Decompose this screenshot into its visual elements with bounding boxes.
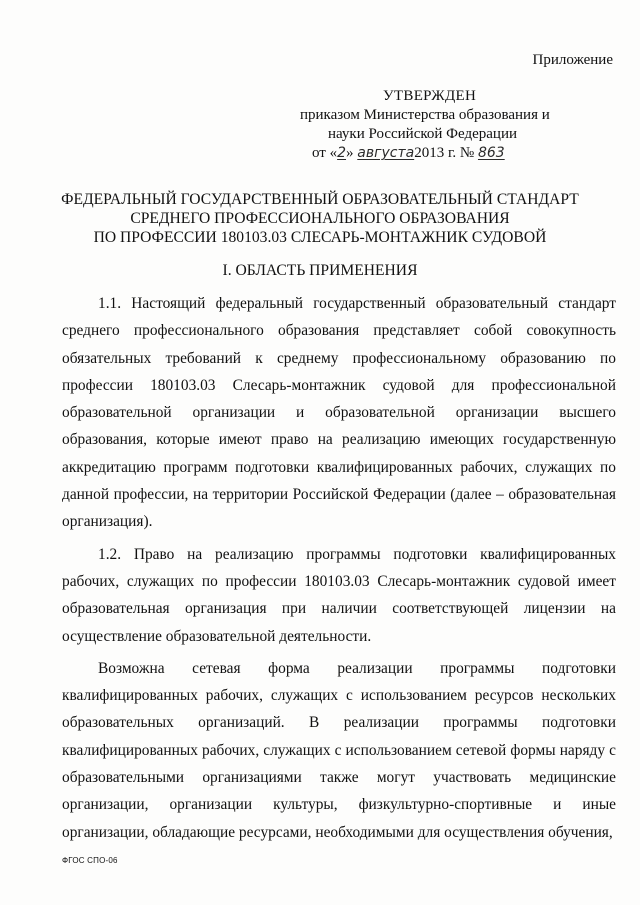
order-line-2: науки Российской Федерации — [328, 126, 518, 142]
footer-code: ФГОС СПО-06 — [62, 856, 118, 865]
paragraph-1-2: 1.2. Право на реализацию программы подготовки квалифицированных рабочих, служащих по профессии 180103.03 Слесарь-монтажник судовой имеет образовательная организация при наличии соответствующей лицензии на осуществление образовательной деятельности. — [62, 545, 616, 645]
approval-block — [300, 87, 600, 163]
order-line-1: приказом Министерства образования и — [300, 107, 550, 123]
title-line-1: ФЕДЕРАЛЬНЫЙ ГОСУДАРСТВЕННЫЙ ОБРАЗОВАТЕЛЬНЫЙ СТАНДАРТ — [61, 191, 579, 208]
document-title — [30, 190, 610, 247]
date-day-handwritten: 2 — [337, 145, 347, 161]
order-date-line — [300, 144, 600, 163]
section-heading: I. ОБЛАСТЬ ПРИМЕНЕНИЯ — [222, 262, 418, 279]
appendix-label: Приложение — [532, 52, 613, 68]
body-text — [62, 290, 616, 851]
title-line-3: ПО ПРОФЕССИИ 180103.03 СЛЕСАРЬ-МОНТАЖНИК СУДОВОЙ — [93, 229, 547, 246]
paragraph-network-form: Возможна сетевая форма реализации программы подготовки квалифицированных рабочих, служащих с использованием ресурсов нескольких образовательных организаций. В реализации программы подготовки квалифицированных рабочих, служащих с использованием сетевой формы наряду с образовательными организациями также могут участвовать медицинские организации, организации культуры, физкультурно-спортивные и иные организации, обладающие ресурсами, необходимыми для осуществления обучения, — [62, 659, 616, 841]
order-number-handwritten: 863 — [477, 145, 505, 161]
date-separator: » — [346, 145, 354, 161]
paragraph-1-1: 1.1. Настоящий федеральный государственный образовательный стандарт среднего профессионального образования представляет собой совокупность обязательных требований к среднему профессиональному образованию по профессии 180103.03 Слесарь-монтажник судовой для профессиональной образовательной организации и образовательной организации высшего образования, которые имеют право на реализацию имеющих государственную аккредитацию программ подготовки квалифицированных рабочих, служащих по данной профессии, на территории Российской Федерации (далее – образовательная организация). — [62, 295, 616, 531]
date-month-handwritten: августа — [357, 145, 415, 161]
title-line-2: СРЕДНЕГО ПРОФЕССИОНАЛЬНОГО ОБРАЗОВАНИЯ — [130, 210, 510, 227]
approved-label: УТВЕРЖДЕН — [383, 88, 477, 104]
date-prefix: от « — [312, 145, 338, 161]
date-year: 2013 г. № — [414, 145, 475, 161]
